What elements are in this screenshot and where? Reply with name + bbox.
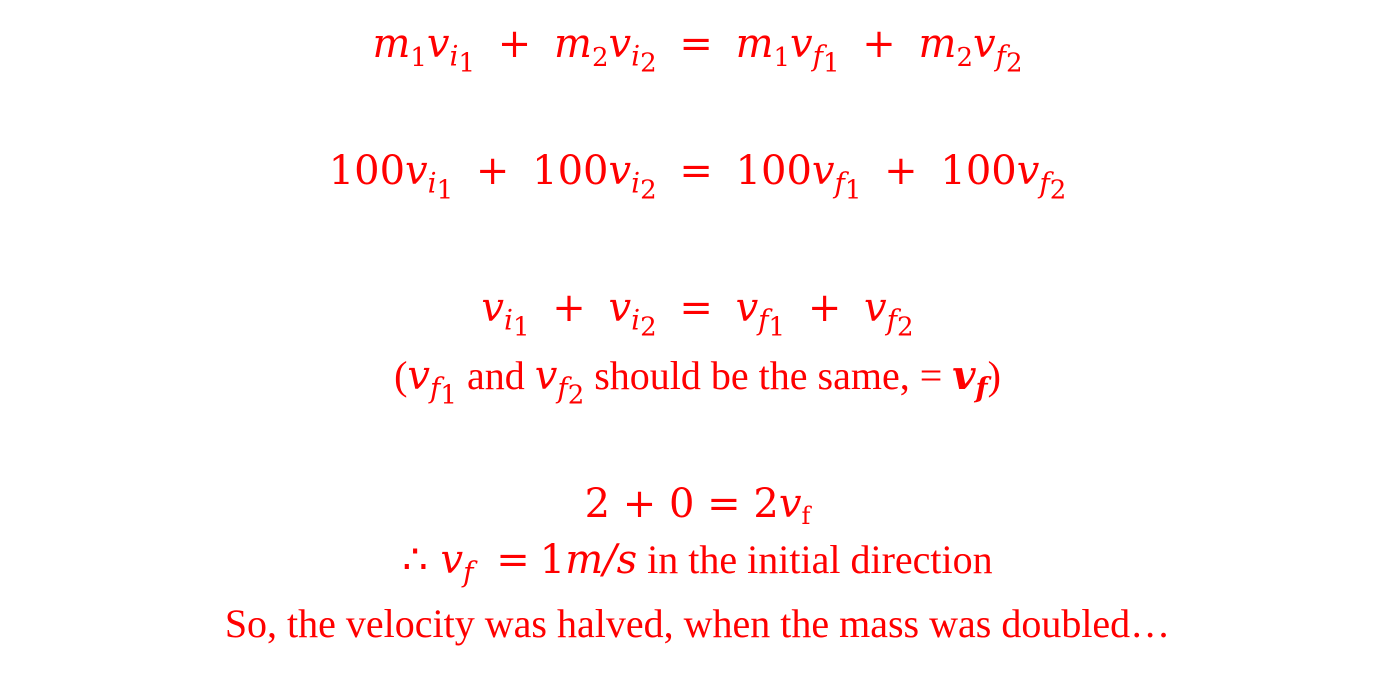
coefficient: 100	[532, 148, 609, 194]
momentum-equation-symbolic	[0, 21, 1395, 79]
result-line	[0, 537, 1395, 589]
initial-velocity-2: $v_{i2}$	[608, 21, 657, 79]
plus-sign-rhs: +	[884, 148, 918, 194]
velocity-equation	[0, 285, 1395, 343]
equals-sign: =	[496, 537, 530, 583]
equation-lhs: 2 + 0 = 2	[584, 481, 779, 527]
mass-1: $m_1$	[372, 21, 427, 74]
plus-sign-rhs: +	[862, 21, 896, 67]
plus-sign: +	[552, 285, 586, 331]
coefficient: 100	[328, 148, 406, 194]
final-velocity-1: $v_{f1}$	[407, 353, 457, 411]
final-velocity: $v_f$	[440, 537, 474, 589]
substituted-values-equation	[0, 481, 1395, 531]
initial-velocity-2: $v_{i2}$	[608, 148, 657, 206]
plus-sign: +	[497, 21, 532, 67]
open-paren: (	[394, 353, 408, 398]
close-paren: )	[987, 353, 1001, 398]
final-velocity-bold: $v_f$	[952, 352, 988, 405]
mass-2: $m_2$	[554, 21, 609, 74]
result-value: 1	[539, 537, 566, 583]
final-velocity-symbol: v	[778, 481, 802, 527]
initial-velocity-2: $v_{i2}$	[608, 285, 657, 343]
and-text: and	[456, 353, 535, 398]
equal-final-velocity-note	[0, 352, 1395, 411]
coefficient: 100	[735, 148, 812, 194]
therefore-symbol: ∴	[402, 537, 428, 583]
result-unit: m/s	[565, 537, 638, 583]
final-velocity-2: $v_{f2}$	[534, 353, 585, 411]
plus-sign: +	[475, 148, 510, 194]
plus-sign-rhs: +	[807, 285, 842, 331]
initial-velocity-1: $v_{i1}$	[405, 148, 454, 206]
final-velocity-2: $v_{f2}$	[864, 285, 914, 343]
final-subscript: f	[801, 502, 811, 531]
final-velocity-2: $v_{f2}$	[973, 21, 1023, 79]
initial-velocity-1: $v_{i1}$	[426, 21, 476, 79]
final-velocity-1: $v_{f1}$	[790, 21, 840, 79]
equals-sign: =	[679, 21, 713, 67]
conclusion-text: So, the velocity was halved, when the mass was doubled…	[224, 601, 1171, 646]
initial-velocity-1: $v_{i1}$	[481, 285, 530, 343]
coefficient: 100	[940, 148, 1017, 194]
equals-sign: =	[679, 148, 713, 194]
direction-text: in the initial direction	[637, 537, 993, 582]
mass-1-rhs: $m_1$	[735, 21, 791, 74]
mass-2-rhs: $m_2$	[918, 21, 974, 74]
final-velocity-2: $v_{f2}$	[1016, 148, 1067, 206]
final-velocity-1: $v_{f1}$	[735, 285, 786, 343]
momentum-equation-substituted	[0, 148, 1395, 206]
final-velocity-1: $v_{f1}$	[811, 148, 862, 206]
note-text: should be the same, =	[584, 353, 953, 398]
equals-sign: =	[679, 285, 713, 331]
